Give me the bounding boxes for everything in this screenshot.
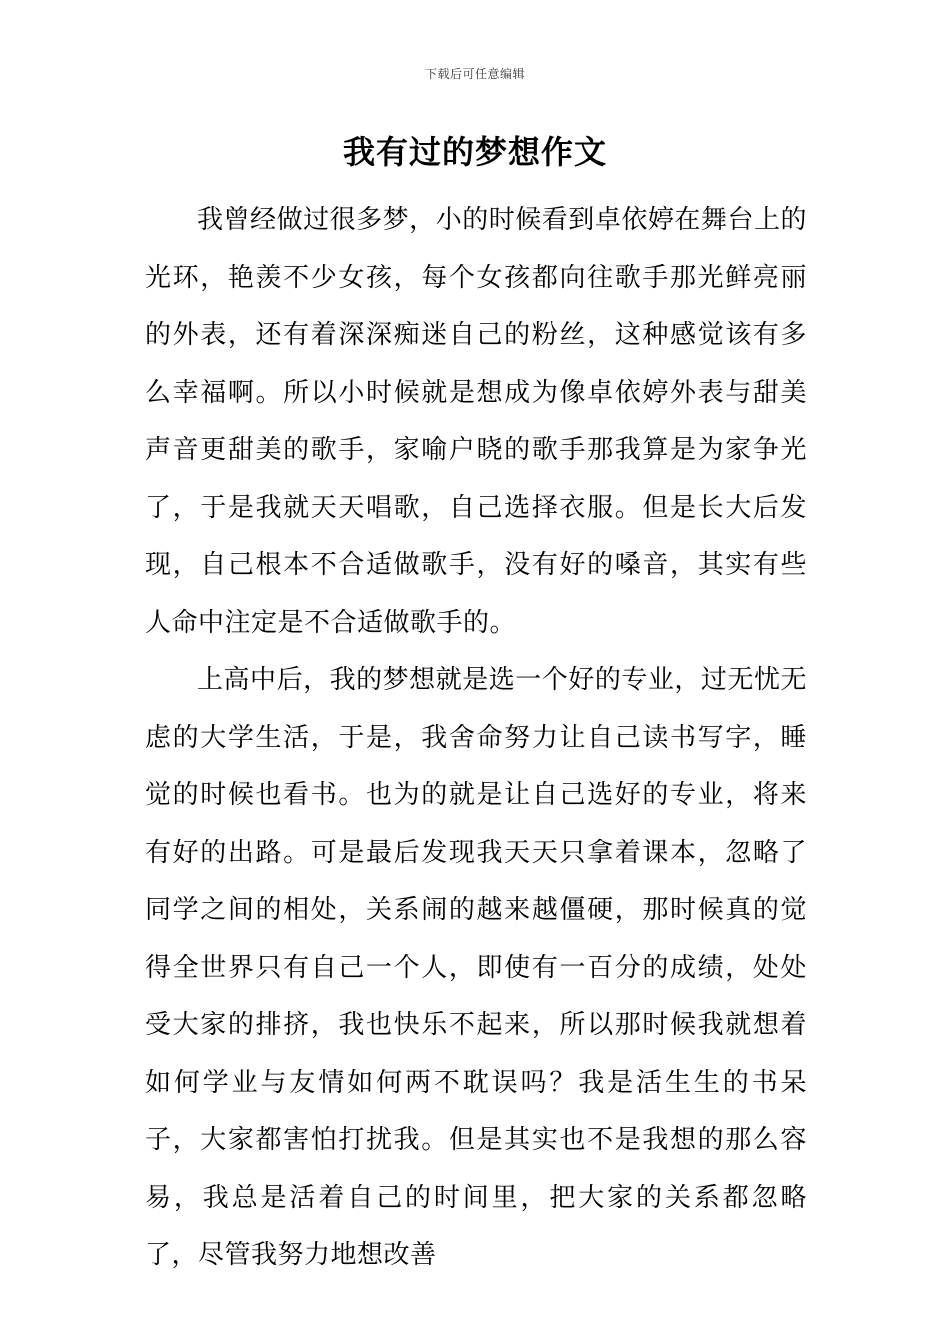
document-body	[145, 192, 807, 1285]
paragraph-1: 我曾经做过很多梦，小的时候看到卓依婷在舞台上的光环，艳羡不少女孩，每个女孩都向往歌手那光鲜亮丽的外表，还有着深深痴迷自己的粉丝，这种感觉该有多么幸福啊。所以小时候就是想成为像卓依婷外表与甜美声音更甜美的歌手，家喻户晓的歌手那我算是为家争光了，于是我就天天唱歌，自己选择衣服。但是长大后发现，自己根本不合适做歌手，没有好的嗓音，其实有些人命中注定是不合适做歌手的。	[145, 205, 807, 638]
header-note: 下载后可任意编辑	[424, 67, 525, 81]
document-title: 我有过的梦想作文	[342, 133, 607, 171]
paragraph-2: 上高中后，我的梦想就是选一个好的专业，过无忧无虑的大学生活，于是，我舍命努力让自己读书写字，睡觉的时候也看书。也为的就是让自己选好的专业，将来有好的出路。可是最后发现我天天只拿着课本，忽略了同学之间的相处，关系闹的越来越僵硬，那时候真的觉得全世界只有自己一个人，即使有一百分的成绩，处处受大家的排挤，我也快乐不起来，所以那时候我就想着如何学业与友情如何两不耽误吗？我是活生生的书呆子，大家都害怕打扰我。但是其实也不是我想的那么容易，我总是活着自己的时间里，把大家的关系都忽略了，尽管我努力地想改善	[145, 665, 807, 1270]
